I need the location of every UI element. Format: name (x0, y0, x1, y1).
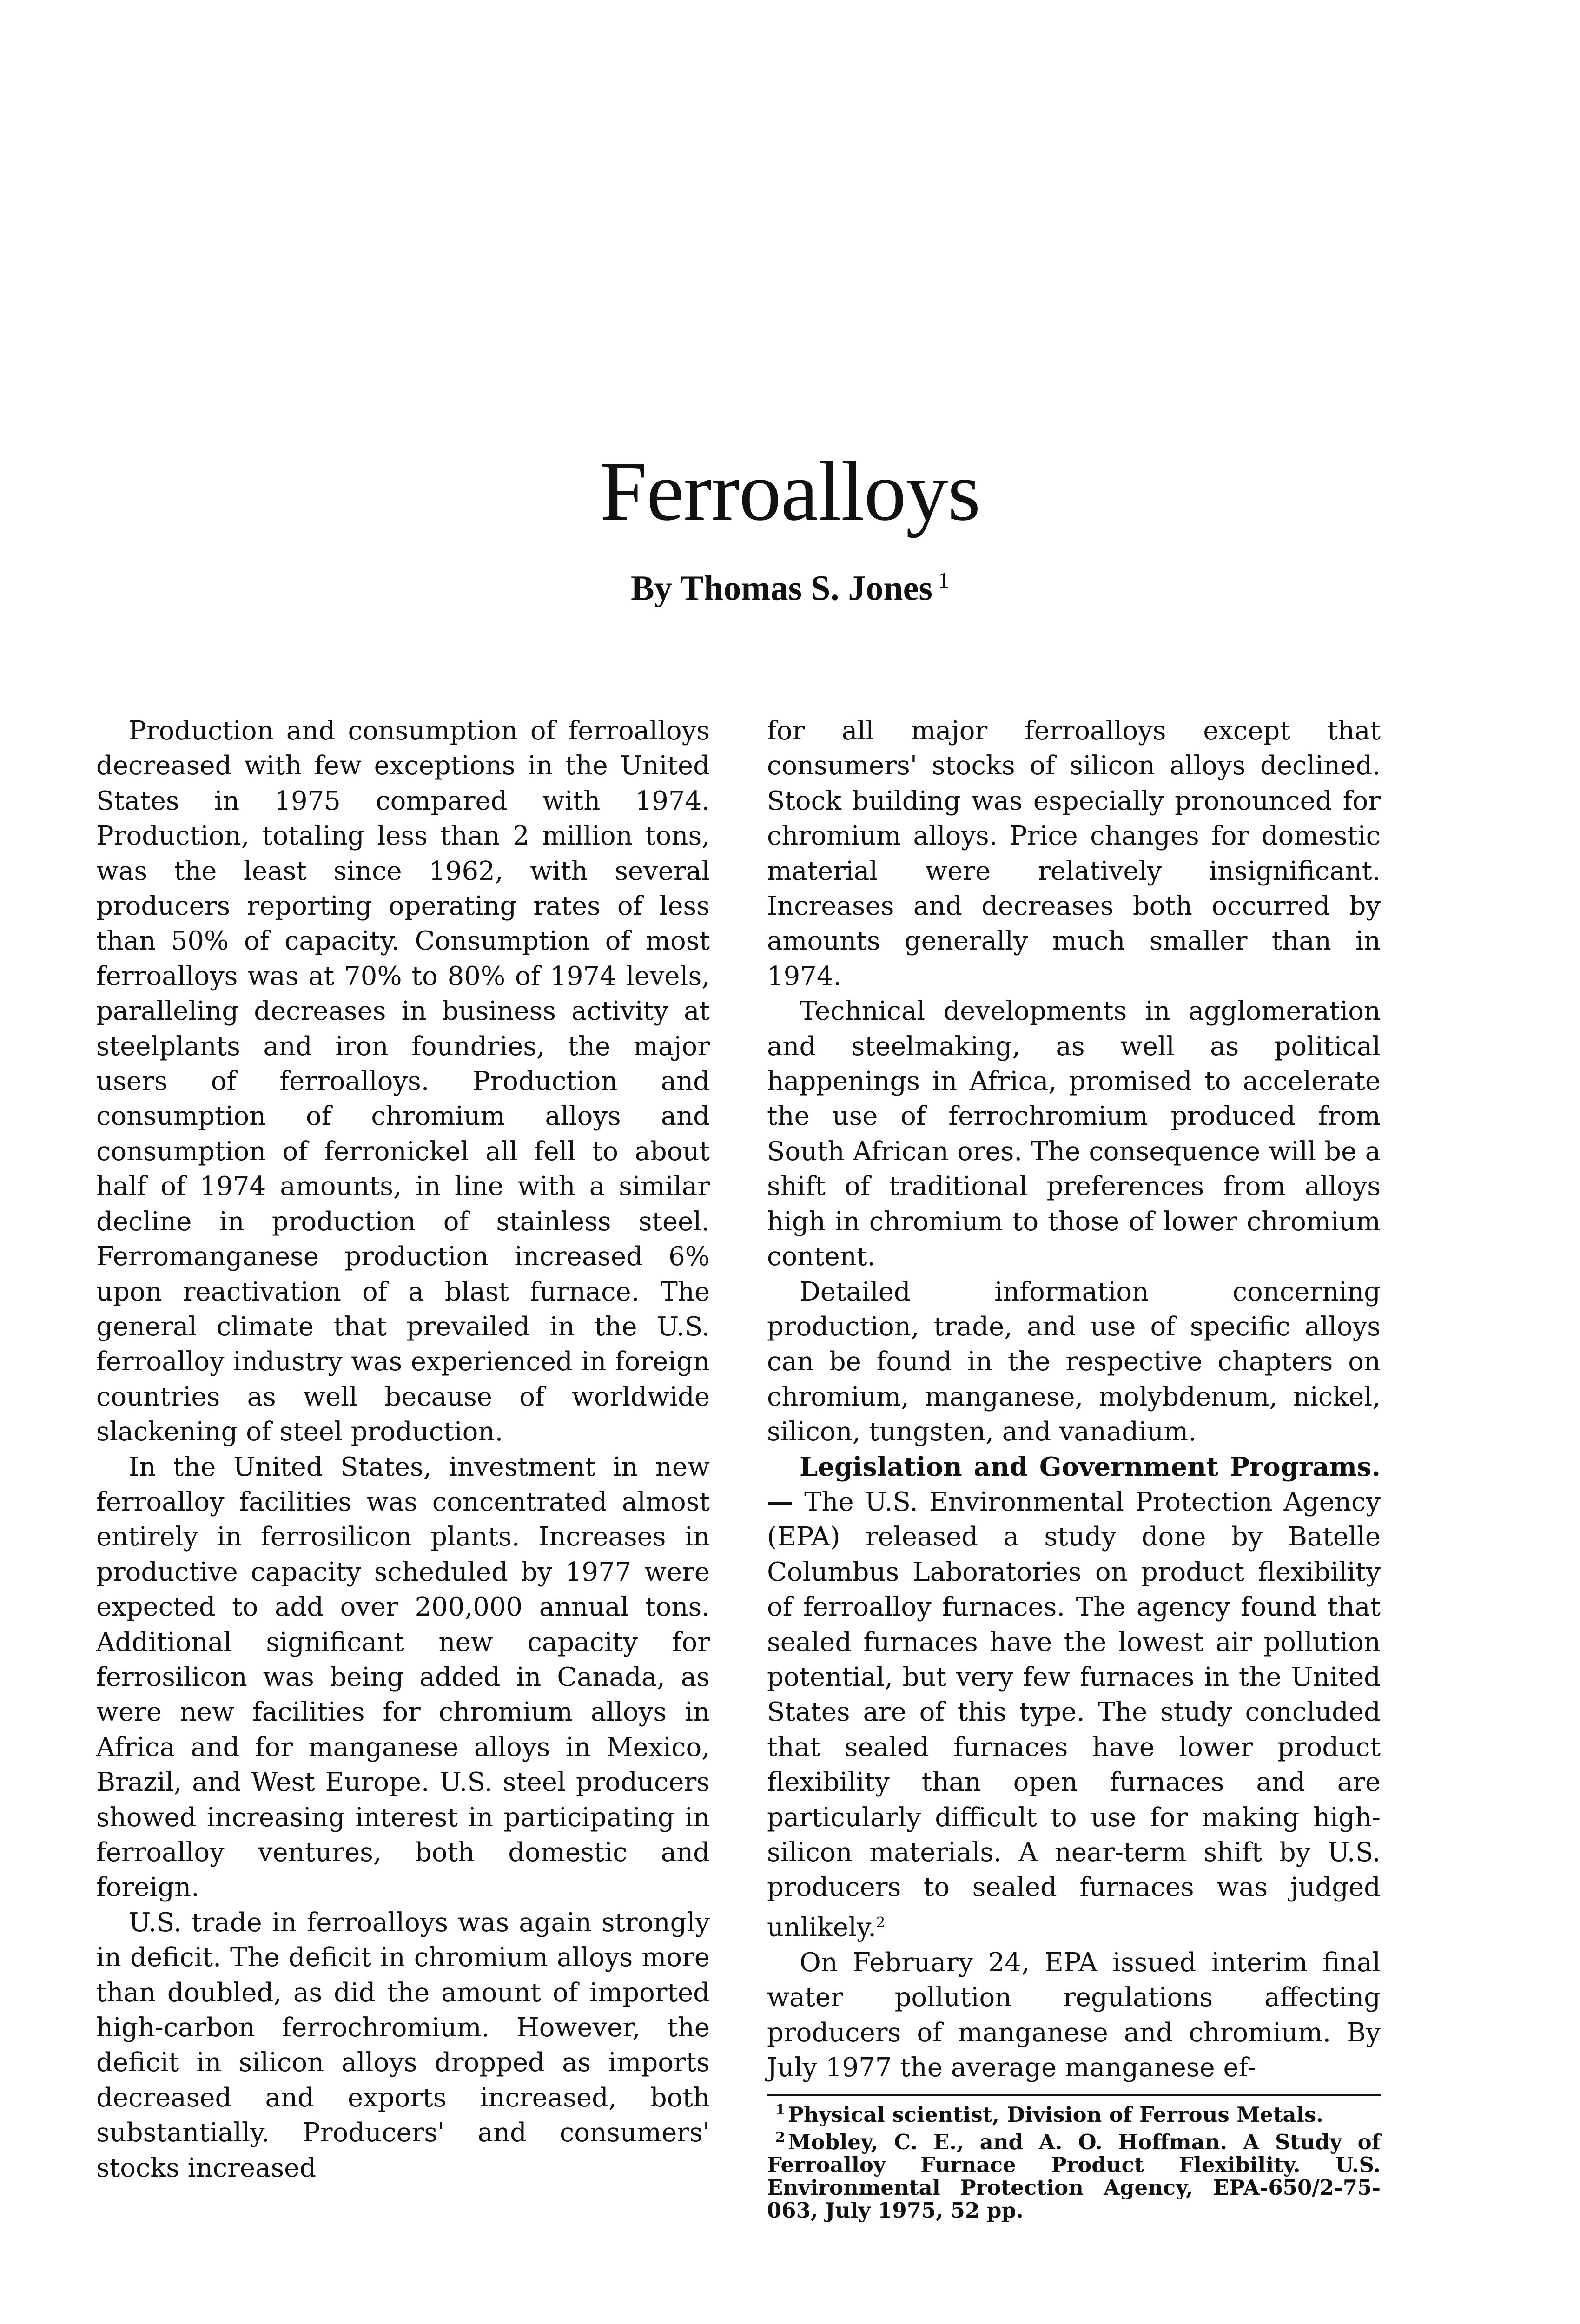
paragraph-legislation (767, 1450, 1381, 1945)
paragraph-production-consumption: Production and consumption of ferroalloys decreased with few exceptions in the United States in 1975 compared with 1974. Production, totaling less than 2 million tons, was the least since 1962, with several producers reporting operating rates of less than 50% of capacity. Consumption of most ferroalloys was at 70% to 80% of 1974 levels, paralleling decreases in business activity at steelplants and iron foundries, the major users of ferroalloys. Production and consumption of chromium alloys and consumption of ferronickel all fell to about half of 1974 amounts, in line with a similar decline in production of stainless steel. Ferromanganese production increased 6% upon reactivation of a blast furnace. The general climate that prevailed in the U.S. ferroalloy industry was experienced in foreign countries as well because of worldwide slackening of steel production. (96, 716, 710, 1447)
right-column (767, 713, 1381, 2086)
author-byline (0, 569, 1580, 606)
paragraph-investment: In the United States, investment in new ferroalloy facilities was concentrated almost entirely in ferrosilicon plants. Increases in productive capacity scheduled by 1977 were expected to add over 200,000 annual tons. Additional significant new capacity for ferrosilicon was being added in Canada, as were new facilities for chromium alloys in Africa and for manganese alloys in Mexico, Brazil, and West Europe. U.S. steel producers showed increasing interest in participating in ferroalloy ventures, both domestic and foreign. (96, 1452, 710, 1903)
section-heading-legislation: Legislation and Government Programs.— (767, 1451, 1381, 1517)
footnote-1 (767, 2099, 1381, 2126)
footnote-2-text: Mobley, C. E., and A. O. Hoffman. A Study of Ferroalloy Furnace Product Flexibility. U.S. Environmental Protection Agency, EPA-650/2-75-063, July 1975, 52 pp. (767, 2130, 1381, 2223)
author-name: By Thomas S. Jones (630, 568, 932, 608)
page-title: Ferroalloys (600, 444, 980, 538)
footnotes (767, 2094, 1381, 2222)
legislation-text: The U.S. Environmental Protection Agency (EPA) released a study done by Batelle Columbus Laboratories on product flexibility of ferroalloy furnaces. The agency found that sealed furnaces have the lowest air pollution potential, but very few furnaces in the United States are of this type. The study concluded that sealed furnaces have lower product flexibility than open furnaces and are particularly difficult to use for making high-silicon materials. A near-term shift by U.S. producers to sealed furnaces was judged unlikely. (767, 1486, 1381, 1943)
left-column (96, 713, 710, 2185)
footnote-1-text: Physical scientist, Division of Ferrous Metals. (787, 2102, 1323, 2127)
footnote-2-mark: 2 (775, 2129, 785, 2146)
paragraph-detailed-information: Detailed information concerning production, trade, and use of specific alloys can be found in the respective chapters on chromium, manganese, molybdenum, nickel, silicon, tungsten, and vanadium. (767, 1276, 1381, 1447)
footnote-2 (767, 2126, 1381, 2222)
paragraph-trade: U.S. trade in ferroalloys was again strongly in deficit. The deficit in chromium alloys more than doubled, as did the amount of imported high-carbon ferrochromium. However, the deficit in silicon alloys dropped as imports decreased and exports increased, both substantially. Producers' and consumers' stocks increased (96, 1907, 710, 2183)
paragraph-stocks-continuation: for all major ferroalloys except that consumers' stocks of silicon alloys declined. Stock building was especially pronounced for chromium alloys. Price changes for domestic material were relatively insignificant. Increases and decreases both occurred by amounts generally much smaller than in 1974. (767, 716, 1381, 991)
footnote-1-mark: 1 (775, 2102, 785, 2118)
paragraph-water-regulations: On February 24, EPA issued interim final water pollution regulations affecting producers of manganese and chromium. By July 1977 the average manganese ef- (767, 1947, 1381, 2083)
paragraph-technical-developments: Technical developments in agglomeration and steelmaking, as well as political happenings in Africa, promised to accelerate the use of ferrochromium produced from South African ores. The consequence will be a shift of traditional preferences from alloys high in chromium to those of lower chromium content. (767, 996, 1381, 1272)
legislation-footnote-mark: 2 (876, 1914, 886, 1931)
author-footnote-mark: 1 (938, 568, 949, 593)
